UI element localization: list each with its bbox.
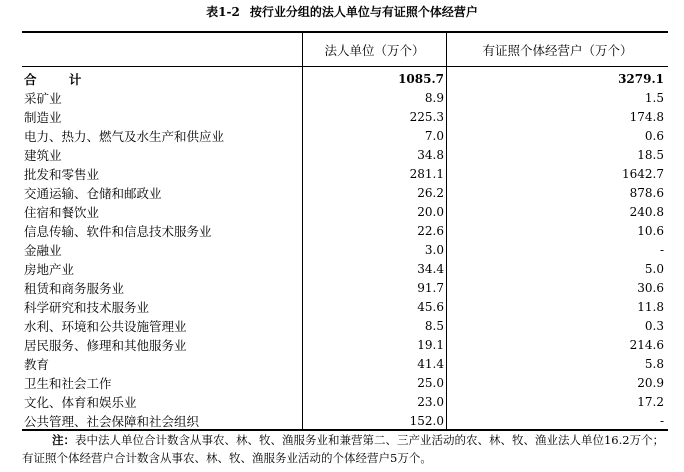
table-row bbox=[22, 108, 668, 127]
industry-name: 水利、环境和公共设施管理业 bbox=[24, 319, 187, 334]
table-body bbox=[22, 70, 668, 431]
industry-name: 居民服务、修理和其他服务业 bbox=[24, 338, 187, 353]
legal-units-value: 3.0 bbox=[424, 243, 444, 257]
industry-name: 制造业 bbox=[24, 110, 62, 125]
individual-businesses-value: 240.8 bbox=[629, 205, 664, 219]
note-label: 注： bbox=[52, 433, 75, 447]
individual-businesses-value: 11.8 bbox=[637, 300, 664, 314]
table-row bbox=[22, 222, 668, 241]
individual-businesses-value: 174.8 bbox=[629, 110, 664, 124]
industry-name: 建筑业 bbox=[24, 148, 62, 163]
industry-name: 信息传输、软件和信息技术服务业 bbox=[24, 224, 212, 239]
legal-units-value: 1085.7 bbox=[398, 72, 444, 86]
table-row bbox=[22, 89, 668, 108]
table-row bbox=[22, 393, 668, 412]
legal-units-value: 8.9 bbox=[424, 91, 444, 105]
table-row bbox=[22, 317, 668, 336]
legal-units-value: 225.3 bbox=[409, 110, 444, 124]
legal-units-value: 8.5 bbox=[424, 319, 444, 333]
legal-units-value: 22.6 bbox=[417, 224, 444, 238]
individual-businesses-value: 1.5 bbox=[644, 91, 664, 105]
header-legal-units: 法人单位（万个） bbox=[324, 42, 425, 58]
legal-units-value: 23.0 bbox=[417, 395, 444, 409]
industry-name: 文化、体育和娱乐业 bbox=[24, 395, 137, 410]
industry-name: 科学研究和技术服务业 bbox=[24, 300, 150, 315]
individual-businesses-value: 30.6 bbox=[637, 281, 664, 295]
legal-units-value: 34.4 bbox=[417, 262, 444, 276]
individual-businesses-value: 1642.7 bbox=[622, 167, 664, 181]
table-row bbox=[22, 298, 668, 317]
individual-businesses-value: 18.5 bbox=[637, 148, 664, 162]
table-row bbox=[22, 279, 668, 298]
industry-name: 教育 bbox=[24, 357, 50, 372]
table-row bbox=[22, 127, 668, 146]
individual-businesses-value: 10.6 bbox=[637, 224, 664, 238]
table-row bbox=[22, 203, 668, 222]
legal-units-value: 34.8 bbox=[417, 148, 444, 162]
industry-name: 卫生和社会工作 bbox=[24, 376, 112, 391]
data-table bbox=[22, 31, 668, 431]
individual-businesses-value: 878.6 bbox=[629, 186, 664, 200]
legal-units-value: 25.0 bbox=[417, 376, 444, 390]
industry-name: 合 计 bbox=[24, 72, 96, 87]
table-row bbox=[22, 260, 668, 279]
industry-name: 金融业 bbox=[24, 243, 62, 258]
industry-name: 公共管理、社会保障和社会组织 bbox=[24, 414, 200, 429]
individual-businesses-value: 214.6 bbox=[629, 338, 664, 352]
table-row bbox=[22, 165, 668, 184]
table-number: 表1-2 bbox=[206, 5, 240, 19]
table-row bbox=[22, 241, 668, 260]
legal-units-value: 20.0 bbox=[417, 205, 444, 219]
industry-name: 电力、热力、燃气及水生产和供应业 bbox=[24, 129, 225, 144]
legal-units-value: 26.2 bbox=[417, 186, 444, 200]
industry-name: 住宿和餐饮业 bbox=[24, 205, 100, 220]
industry-name: 采矿业 bbox=[24, 91, 62, 106]
header-individual-businesses: 有证照个体经营户（万个） bbox=[482, 42, 633, 58]
industry-name: 租赁和商务服务业 bbox=[24, 281, 125, 296]
legal-units-value: 45.6 bbox=[417, 300, 444, 314]
legal-units-value: 152.0 bbox=[409, 414, 444, 428]
table-row bbox=[22, 355, 668, 374]
table-row bbox=[22, 412, 668, 431]
individual-businesses-value: - bbox=[659, 414, 664, 428]
legal-units-value: 41.4 bbox=[417, 357, 444, 371]
table-note bbox=[22, 431, 668, 467]
individual-businesses-value: 5.0 bbox=[644, 262, 664, 276]
individual-businesses-value: 17.2 bbox=[637, 395, 664, 409]
individual-businesses-value: - bbox=[659, 243, 664, 257]
table-row bbox=[22, 374, 668, 393]
individual-businesses-value: 5.8 bbox=[644, 357, 664, 371]
industry-name: 批发和零售业 bbox=[24, 167, 100, 182]
legal-units-value: 281.1 bbox=[409, 167, 444, 181]
table-row bbox=[22, 184, 668, 203]
header-rule bbox=[22, 66, 668, 67]
legal-units-value: 91.7 bbox=[417, 281, 444, 295]
legal-units-value: 7.0 bbox=[424, 129, 444, 143]
note-text: 表中法人单位合计数含从事农、林、牧、渔服务业和兼营第二、三产业活动的农、林、牧、渔业法人单位16.2万个；有证照个体经营户合计数含从事农、林、牧、渔服务业活动的个体经营户5万个。 bbox=[22, 433, 665, 465]
table-title bbox=[0, 4, 684, 20]
table-row bbox=[22, 336, 668, 355]
legal-units-value: 19.1 bbox=[417, 338, 444, 352]
industry-name: 交通运输、仓储和邮政业 bbox=[24, 186, 162, 201]
total-row bbox=[22, 70, 668, 89]
individual-businesses-value: 0.3 bbox=[644, 319, 664, 333]
table-title-text: 按行业分组的法人单位与有证照个体经营户 bbox=[249, 5, 478, 19]
individual-businesses-value: 20.9 bbox=[637, 376, 664, 390]
industry-name: 房地产业 bbox=[24, 262, 75, 277]
table-row bbox=[22, 146, 668, 165]
individual-businesses-value: 0.6 bbox=[644, 129, 664, 143]
individual-businesses-value: 3279.1 bbox=[618, 72, 664, 86]
